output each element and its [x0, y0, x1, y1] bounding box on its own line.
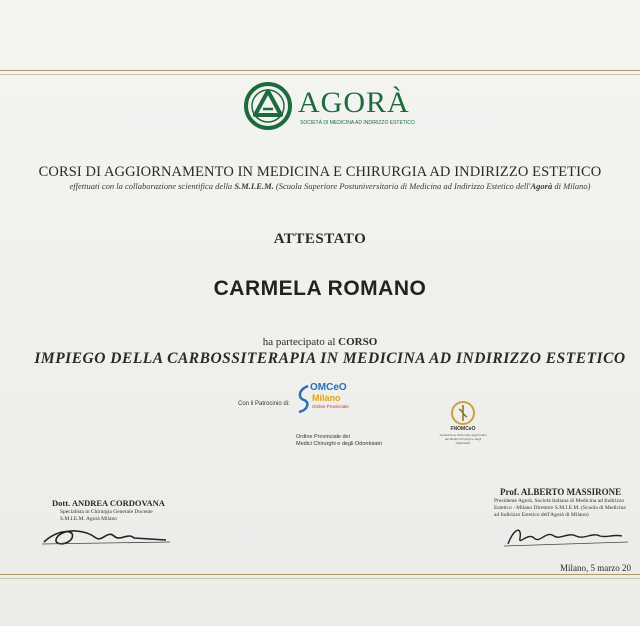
right-signatory-title: Presidente Agorà, Società Italiana di Medicina ad Indirizzo Estetico - Milano Direttore S.M.I.E.M. (Scuola di Medicina ad Indirizzo Estetico dell'Agorà di Milano) — [494, 498, 626, 518]
ordine-caption: Ordine Provinciale dei Medici Chirurghi e degli Odontoiatri — [296, 434, 382, 447]
participation-line: ha partecipato al CORSO — [262, 336, 378, 348]
bottom-border-rule-inner — [0, 578, 640, 579]
issue-date: Milano, 5 marzo 20 — [560, 563, 631, 573]
patronage-label: Con il Patrocinio di: — [238, 401, 290, 407]
omceo-logo: OMCeO Milano Ordine Provinciale — [296, 382, 386, 416]
right-signatory-name: Prof. ALBERTO MASSIRONE — [500, 487, 622, 497]
left-signature — [36, 520, 176, 550]
certificate-title: ATTESTATO — [273, 231, 367, 247]
agora-logo — [244, 82, 434, 130]
agora-wordmark: AGORÀ — [298, 86, 410, 119]
left-signatory-title: Specialista in Chirurgia Generale Docente S.M.I.E.M. Agorà Milano — [60, 509, 153, 522]
right-signature — [502, 520, 632, 550]
top-border-rule — [0, 70, 640, 71]
agora-emblem-icon — [244, 82, 292, 130]
left-signatory-name: Dott. ANDREA CORDOVANA — [52, 498, 165, 508]
course-title: IMPIEGO DELLA CARBOSSITERAPIA IN MEDICINA AD INDIRIZZO ESTETICO — [34, 350, 626, 367]
recipient-name: CARMELA ROMANO — [213, 277, 427, 300]
top-border-rule-inner — [0, 74, 640, 75]
certificate-heading: CORSI DI AGGIORNAMENTO IN MEDICINA E CHIRURGIA AD INDIRIZZO ESTETICO — [38, 164, 602, 180]
agora-tagline: SOCIETÀ DI MEDICINA AD INDIRIZZO ESTETICO — [300, 120, 415, 126]
bottom-border-rule — [0, 574, 640, 575]
collaboration-subline: effettuati con la collaborazione scientifica della S.M.I.E.M. (Scuola Superiore Postuniversitaria di Medicina ad Indirizzo Estetico dell'Agorà di Milano) — [69, 181, 591, 191]
fnomceo-logo: FNOMCeO Federazione Nazionale degli Ordini dei Medici Chirurghi e degli Odontoiatri — [438, 400, 488, 444]
fnomceo-seal-icon — [450, 400, 476, 426]
